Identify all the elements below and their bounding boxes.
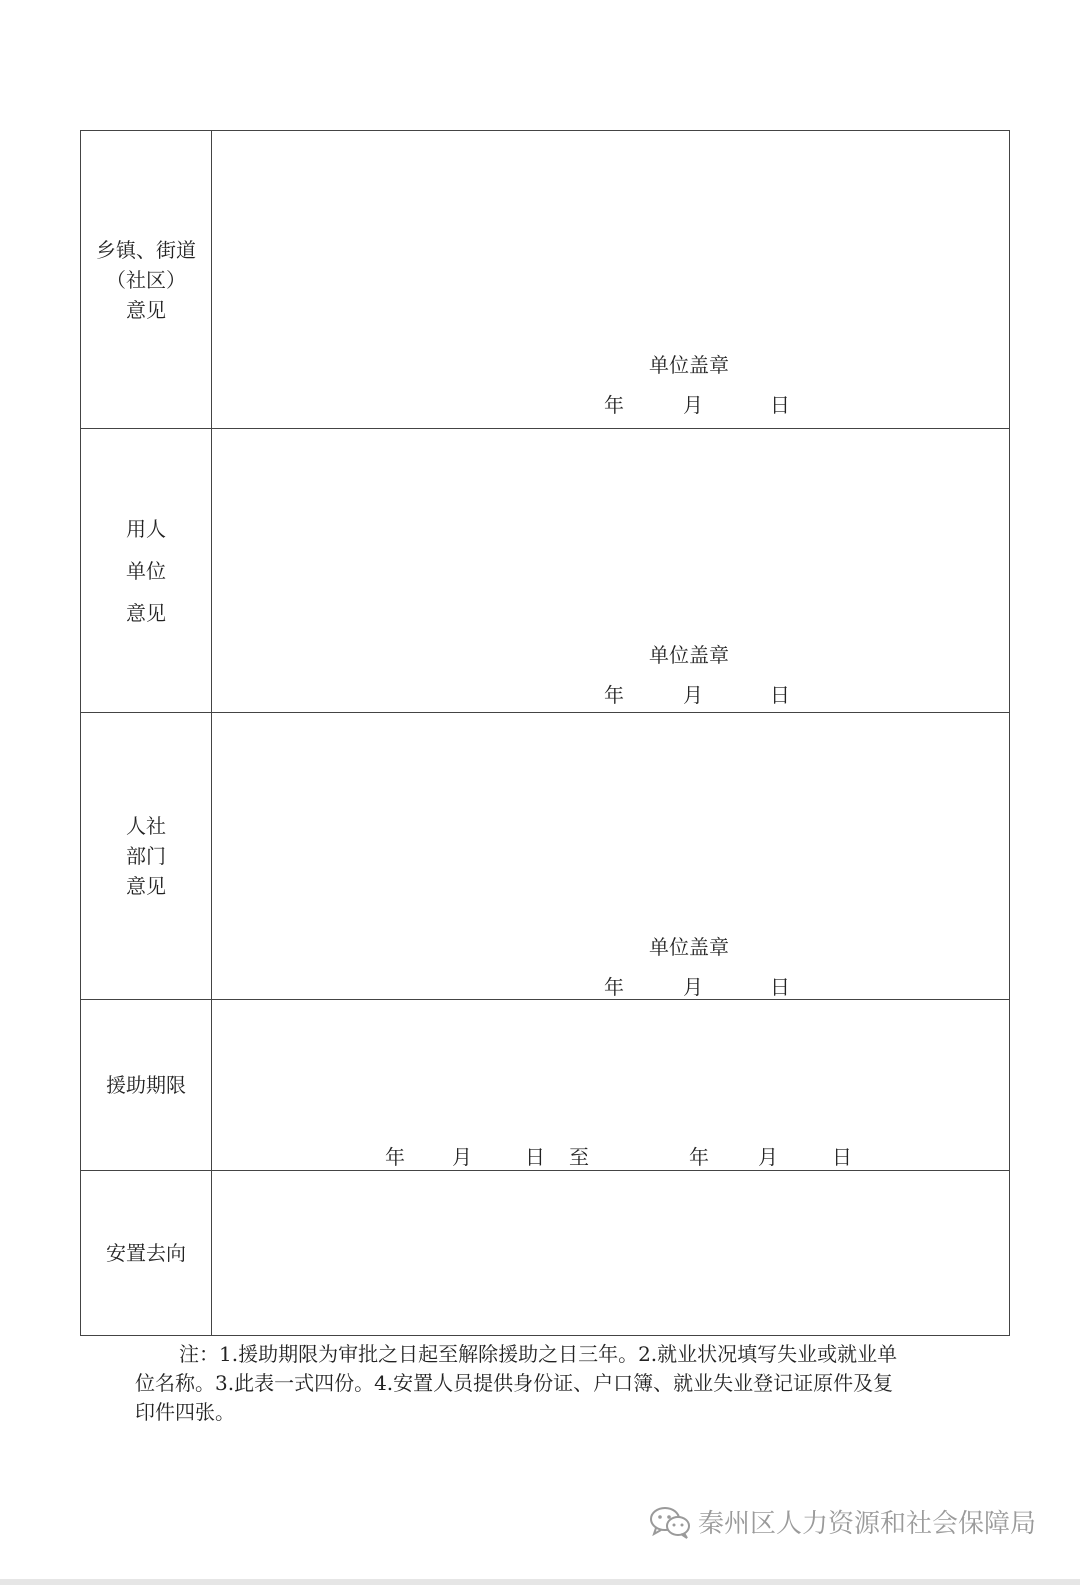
wechat-icon: [648, 1504, 692, 1540]
unit-stamp-label: 单位盖章: [649, 643, 729, 667]
form-row-township: [81, 131, 1010, 429]
label-line: 乡镇、街道: [96, 237, 196, 262]
end-day-label: 日: [832, 1145, 852, 1169]
form-row-hr-department: [81, 713, 1010, 1000]
date-day-label: 日: [770, 393, 790, 417]
footnote-line: 位名称。3.此表一式四份。4.安置人员提供身份证、户口簿、就业失业登记证原件及复: [135, 1371, 894, 1395]
footnote-line: 注：1.援助期限为审批之日起至解除援助之日三年。2.就业状况填写失业或就业单: [179, 1342, 898, 1366]
label-employer-opinion: [81, 429, 212, 713]
label-hr-department-opinion: [81, 713, 212, 1000]
label-placement-destination: 安置去向: [81, 1171, 212, 1336]
approval-form-table: [80, 130, 1010, 1336]
placement-destination-field[interactable]: [212, 1171, 1010, 1336]
label-line: 用人: [126, 516, 166, 541]
date-year-label: 年: [604, 683, 624, 707]
date-month-label: 月: [683, 393, 703, 417]
end-year-label: 年: [689, 1145, 709, 1169]
date-year-label: 年: [604, 975, 624, 999]
employer-opinion-field[interactable]: [212, 429, 1010, 713]
label-line: 单位: [126, 558, 166, 583]
label-line: 意见: [126, 297, 166, 322]
label-line: 意见: [126, 600, 166, 625]
label-line: 人社: [126, 814, 166, 838]
footnote-line: 印件四张。: [135, 1400, 235, 1424]
unit-stamp-label: 单位盖章: [649, 935, 729, 959]
label-line: （社区）: [106, 267, 186, 292]
unit-stamp-label: 单位盖章: [649, 353, 729, 377]
date-day-label: 日: [770, 683, 790, 707]
account-watermark: [648, 1503, 1036, 1540]
label-assistance-period: 援助期限: [81, 1000, 212, 1171]
watermark-text: 秦州区人力资源和社会保障局: [698, 1509, 1037, 1539]
date-month-label: 月: [683, 683, 703, 707]
assistance-period-field[interactable]: [212, 1000, 1010, 1171]
township-opinion-field[interactable]: [212, 131, 1010, 429]
end-month-label: 月: [758, 1145, 778, 1169]
form-row-assistance-period: [81, 1000, 1010, 1171]
label-line: 部门: [126, 844, 166, 868]
label-line: 意见: [126, 874, 166, 898]
hr-department-opinion-field[interactable]: [212, 713, 1010, 1000]
form-row-placement: [81, 1171, 1010, 1336]
start-year-label: 年: [385, 1145, 405, 1169]
start-month-label: 月: [452, 1145, 472, 1169]
range-to-label: 至: [569, 1145, 589, 1169]
form-footnote: [135, 1340, 965, 1427]
start-day-label: 日: [525, 1145, 545, 1169]
form-row-employer: [81, 429, 1010, 713]
label-township-opinion: [81, 131, 212, 429]
date-day-label: 日: [770, 975, 790, 999]
bottom-edge: [0, 1579, 1080, 1585]
date-month-label: 月: [683, 975, 703, 999]
date-year-label: 年: [604, 393, 624, 417]
